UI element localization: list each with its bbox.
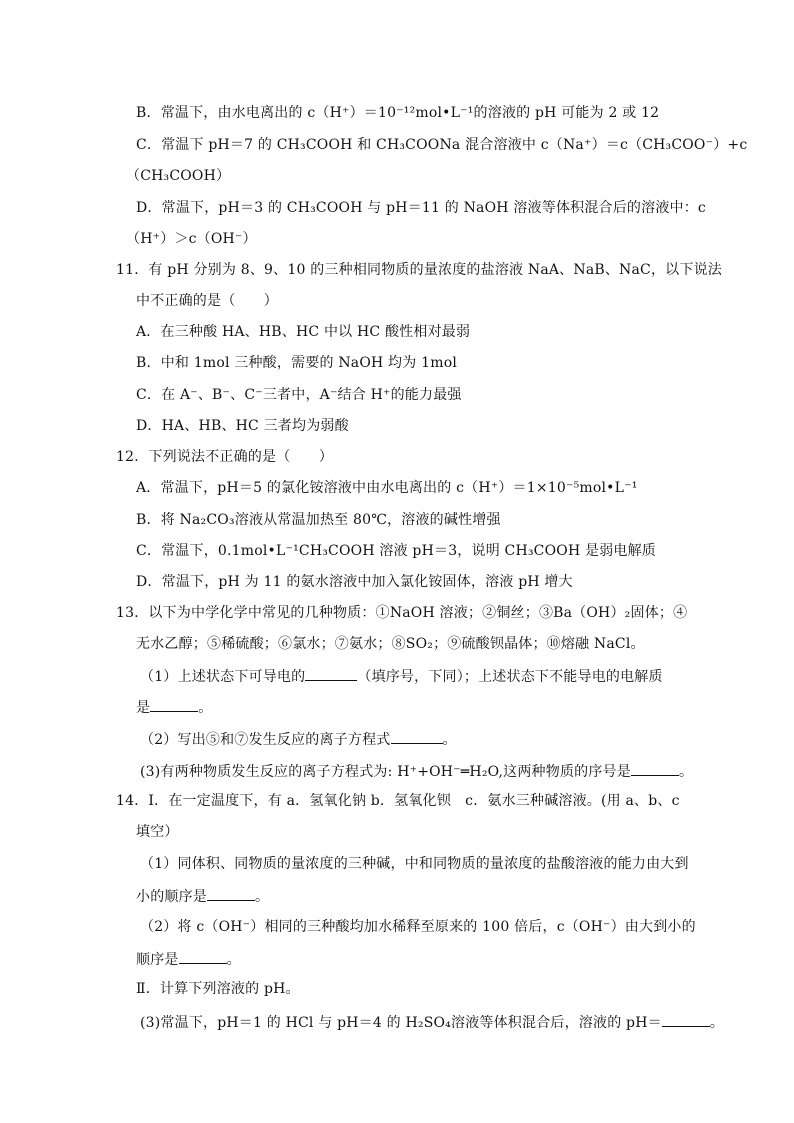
answer-blank[interactable] (305, 666, 357, 681)
q10-option-c-line1: C．常温下 pH＝7 的 CH₃COOH 和 CH₃COONa 混合溶液中 c（Na⁺）＝c（CH₃COO⁻）+c (136, 137, 748, 153)
q13-part1-text-a: （1）上述状态下可导电的 (140, 669, 306, 685)
q14-part2-text-b: 顺序是 (136, 952, 179, 968)
q13-part1-text-c: 是 (136, 700, 151, 716)
q11-option-c: C．在 A⁻、B⁻、C⁻三者中，A⁻结合 H⁺的能力最强 (136, 387, 462, 403)
q11-stem-line1: 11．有 pH 分别为 8、9、10 的三种相同物质的量浓度的盐溶液 NaA、NaB、NaC，以下说法 (116, 262, 722, 278)
q10-option-d-line1: D．常温下，pH＝3 的 CH₃COOH 与 pH＝11 的 NaOH 溶液等体积混合后的溶液中：c (136, 200, 706, 216)
q10-option-b: B．常温下，由水电离出的 c（H⁺）＝10⁻¹²mol•L⁻¹的溶液的 pH 可能为 2 或 12 (136, 105, 660, 121)
q13-part3 (140, 761, 693, 781)
answer-blank[interactable] (662, 1012, 710, 1027)
q13-part1-text-b: （填序号，下同）；上述状态下不能导电的电解质 (357, 669, 663, 685)
period: 。 (226, 952, 241, 968)
period: 。 (678, 764, 694, 780)
q13-stem-line2: 无水乙醇；⑤稀硫酸；⑥氯水；⑦氨水；⑧SO₂；⑨硫酸钡晶体；⑩熔融 NaCl。 (136, 636, 645, 652)
q12-option-a: A．常温下，pH＝5 的氯化铵溶液中由水电离出的 c（H⁺）＝1×10⁻⁵mol•L⁻¹ (136, 480, 638, 496)
q13-part1-line1 (140, 666, 663, 686)
q13-part2-text: （2）写出⑤和⑦发生反应的离子方程式 (140, 732, 391, 748)
period: 。 (198, 700, 213, 716)
q14-part2-line1: （2）将 c（OH⁻）相同的三种酸均加水稀释至原来的 100 倍后，c（OH⁻）由大到小的 (140, 919, 696, 935)
q11-option-a: A．在三种酸 HA、HB、HC 中以 HC 酸性相对最弱 (136, 324, 471, 340)
q14-part3-text: (3)常温下，pH＝1 的 HCl 与 pH＝4 的 H₂SO₄溶液等体积混合后，溶液的 pH＝ (140, 1015, 662, 1031)
period: 。 (442, 732, 457, 748)
q13-part1-line2 (136, 697, 212, 717)
q14-stem-line2: 填空） (136, 824, 179, 840)
q12-option-b: B．将 Na₂CO₃溶液从常温加热至 80℃，溶液的碱性增强 (136, 512, 501, 528)
q12-stem: 12．下列说法不正确的是（ ） (116, 449, 334, 465)
period: 。 (255, 889, 270, 905)
q10-option-d-line2: （H⁺）＞c（OH⁻） (126, 231, 257, 247)
answer-blank[interactable] (207, 886, 255, 901)
q11-stem-line2: 中不正确的是（ ） (136, 293, 278, 309)
q14-part1-text-b: 小的顺序是 (136, 889, 207, 905)
answer-blank[interactable] (179, 949, 227, 964)
q14-part3 (140, 1012, 724, 1032)
q12-option-d: D．常温下，pH 为 11 的氨水溶液中加入氯化铵固体，溶液 pH 增大 (136, 574, 573, 590)
q14-part2-line2 (136, 949, 241, 969)
answer-blank[interactable] (391, 729, 443, 744)
answer-blank[interactable] (150, 697, 198, 712)
q14-stem-line1: 14．Ⅰ．在一定温度下，有 a．氢氧化钠 b．氢氧化钡 c．氨水三种碱溶液。(用 a、b、c (116, 793, 680, 809)
q10-option-c-line2: （CH₃COOH） (126, 168, 231, 184)
period: 。 (709, 1015, 725, 1031)
q12-option-c: C．常温下，0.1mol•L⁻¹CH₃COOH 溶液 pH＝3，说明 CH₃COOH 是弱电解质 (136, 543, 657, 559)
q13-stem-line1: 13．以下为中学化学中常见的几种物质：①NaOH 溶液；②铜丝；③Ba（OH）₂固体；④ (116, 605, 688, 621)
q11-option-d: D．HA、HB、HC 三者均为弱酸 (136, 418, 349, 434)
q14-part1-line1: （1）同体积、同物质的量浓度的三种碱，中和同物质的量浓度的盐酸溶液的能力由大到 (140, 856, 689, 872)
q13-part3-text: (3)有两种物质发生反应的离子方程式为: H⁺+OH⁻═H₂O,这两种物质的序号是 (140, 764, 631, 780)
q13-part2 (140, 729, 457, 749)
q11-option-b: B．中和 1mol 三种酸，需要的 NaOH 均为 1mol (136, 355, 457, 371)
q14-part1-line2 (136, 886, 269, 906)
q14-part-ii-heading: Ⅱ．计算下列溶液的 pH。 (136, 981, 300, 997)
answer-blank[interactable] (631, 761, 679, 776)
